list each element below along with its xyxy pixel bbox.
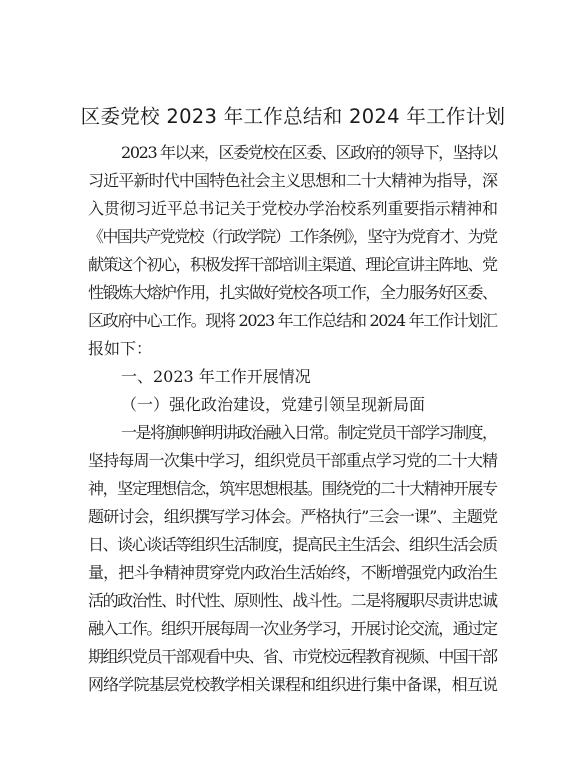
paragraph-line: 题研讨会，组织撰写学习体会。严格执行”三会一课”、主题党 — [88, 507, 498, 526]
paragraph-line: 入贯彻习近平总书记关于党校办学治校系列重要指示精神和 — [88, 199, 498, 218]
paragraph-line: 习近平新时代中国特色社会主义思想和二十大精神为指导，深 — [88, 171, 498, 190]
subsection-heading: （一）强化政治建设，党建引领呈现新局面 — [121, 395, 426, 414]
paragraph-line: 报如下： — [88, 339, 153, 358]
paragraph-line: 网络学院基层党校教学相关课程和组织进行集中备课，相互说 — [88, 675, 498, 694]
paragraph-line: 性锻炼大熔炉作用，扎实做好党校各项工作，全力服务好区委、 — [88, 283, 497, 302]
paragraph-line: 神，坚定理想信念，筑牢思想根基。围绕党的二十大精神开展专 — [88, 479, 497, 498]
paragraph-line: 活的政治性、时代性、原则性、战斗性。二是将履职尽责讲忠诚 — [88, 591, 497, 610]
paragraph-line: 期组织党员干部观看中央、省、市党校远程教育视频、中国干部 — [88, 647, 497, 666]
paragraph-line: 《中国共产党党校（行政学院）工作条例》，坚守为党育才、为党 — [88, 227, 497, 246]
paragraph-line: 日、谈心谈话等组织生活制度，提高民主生活会、组织生活会质 — [88, 535, 497, 554]
paragraph-line: 2023 年以来，区委党校在区委、区政府的领导下，坚持以 — [121, 143, 497, 162]
section-heading: 一、2023 年工作开展情况 — [121, 367, 311, 386]
paragraph-line: 坚持每周一次集中学习，组织党员干部重点学习党的二十大精 — [88, 451, 498, 470]
paragraph-line: 区政府中心工作。现将 2023 年工作总结和 2024 年工作计划汇 — [88, 311, 497, 330]
document-title: 区委党校 2023 年工作总结和 2024 年工作计划 — [80, 105, 506, 128]
paragraph-line: 一是将旗帜鲜明讲政治融入日常。制定党员干部学习制度， — [121, 423, 497, 442]
paragraph-line: 献策这个初心，积极发挥干部培训主渠道、理论宣讲主阵地、党 — [88, 255, 497, 274]
paragraph-line: 量，把斗争精神贯穿党内政治生活始终，不断增强党内政治生 — [88, 563, 498, 582]
paragraph-line: 融入工作。组织开展每周一次业务学习，开展讨论交流，通过定 — [88, 619, 497, 638]
